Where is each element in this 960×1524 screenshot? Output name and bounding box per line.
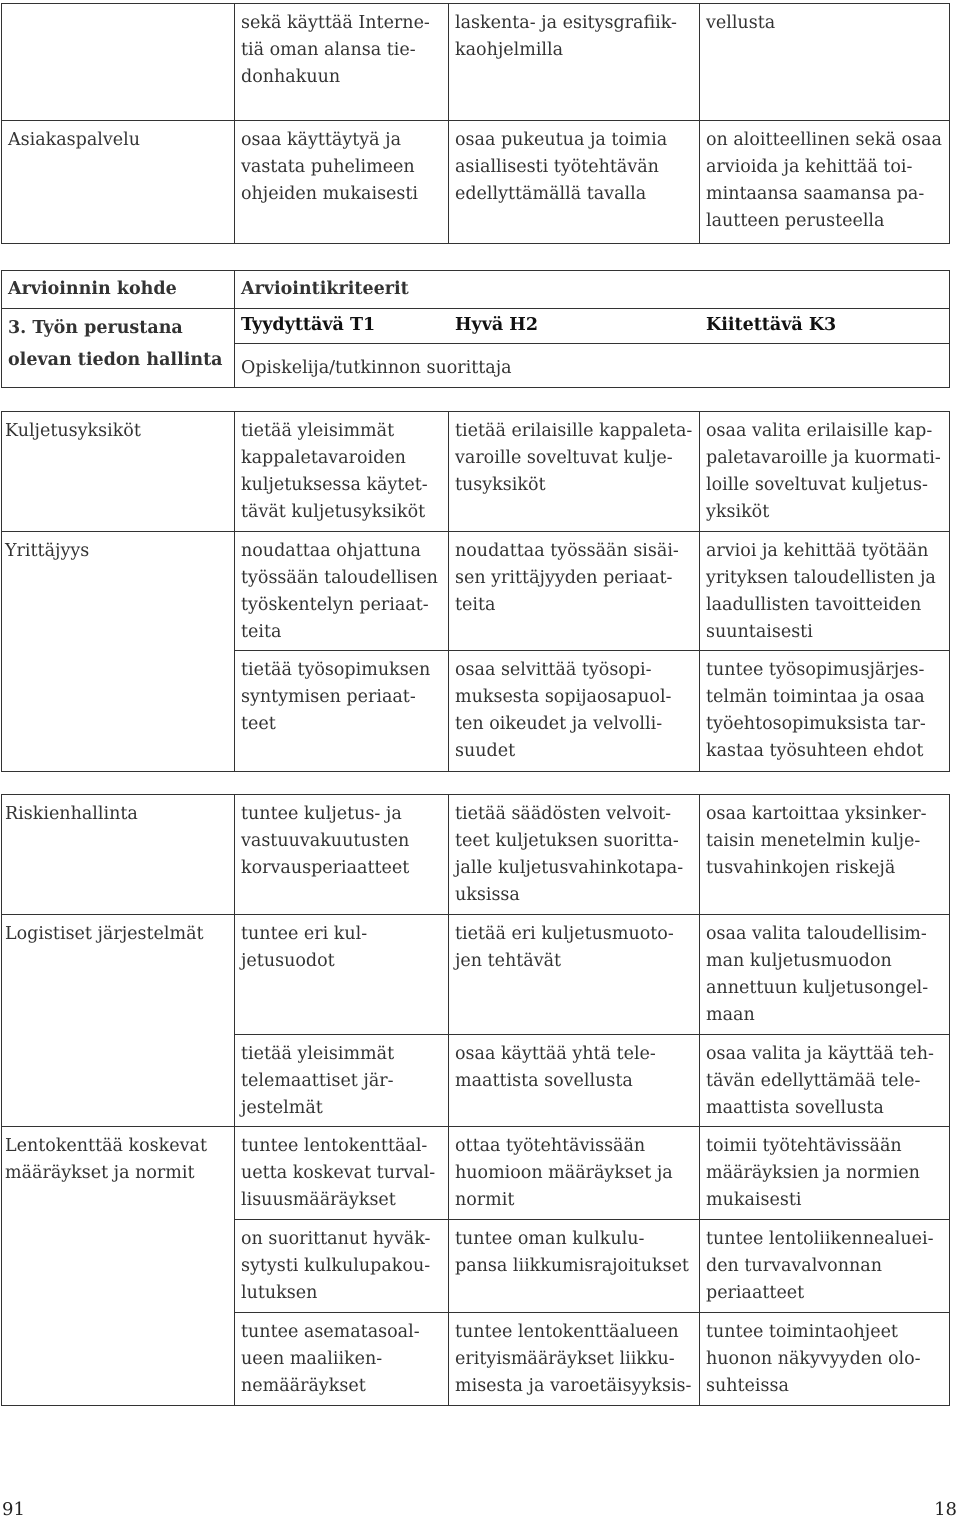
table-row bbox=[2, 412, 950, 532]
h2-cell bbox=[449, 412, 700, 532]
cell-text-line: lutuksen bbox=[241, 1283, 318, 1303]
cell-text-line: lautteen perusteella bbox=[706, 211, 885, 231]
grade-t1-label: Tyydyttävä T1 bbox=[241, 315, 376, 335]
cell-text-line: uetta koskevat turval- bbox=[241, 1163, 436, 1183]
cell-text-line: telmän toimintaa ja osaa bbox=[706, 687, 925, 707]
header-row bbox=[2, 271, 950, 309]
cell-text-line: suudet bbox=[455, 741, 516, 761]
cell-text-line: tuntee asematasoal- bbox=[241, 1322, 420, 1342]
cell-text-line: suuntaisesti bbox=[706, 622, 813, 642]
cell-text-line: kuljetuksessa käytet- bbox=[241, 475, 428, 495]
cell-text-line: vastata puhelimeen bbox=[241, 157, 415, 177]
cell-text-line: osaa valita erilaisille kap- bbox=[706, 421, 933, 441]
subject-cell bbox=[2, 121, 235, 244]
cell-text-line: maan bbox=[706, 1005, 755, 1025]
cell-text-line: laskenta- ja esitysgrafiik- bbox=[455, 13, 677, 33]
right-page-number: 18 bbox=[934, 1499, 957, 1520]
cell-text-line: tuntee lentoliikennealuei- bbox=[706, 1229, 934, 1249]
cell-text-line: noudattaa työssään sisäi- bbox=[455, 541, 679, 561]
cell-text-line: osaa kartoittaa yksinker- bbox=[706, 804, 927, 824]
criteria-table bbox=[1, 411, 950, 772]
cell-text-line: ten oikeudet ja velvolli- bbox=[455, 714, 663, 734]
cell-text-line: on aloitteellinen sekä osaa bbox=[706, 130, 942, 150]
k3-cell bbox=[700, 915, 950, 1035]
cell-text-line: tuntee lentokenttäalueen bbox=[455, 1322, 679, 1342]
subject-cell bbox=[2, 532, 235, 772]
cell-text-line: loille soveltuvat kuljetus- bbox=[706, 475, 928, 495]
cell-text-line: tuntee työsopimusjärjes- bbox=[706, 660, 925, 680]
cell-text-line: sen yrittäjyyden periaat- bbox=[455, 568, 673, 588]
column-title-subject-text: Arvioinnin kohde bbox=[8, 279, 177, 299]
cell-text-line: paletavaroille ja kuormati- bbox=[706, 448, 941, 468]
table-row bbox=[2, 4, 950, 121]
t1-cell bbox=[235, 532, 449, 651]
cell-text-line: osaa käyttää yhtä tele- bbox=[455, 1044, 656, 1064]
cell-text-line: suhteissa bbox=[706, 1376, 789, 1396]
cell-text-line: nemääräykset bbox=[241, 1376, 366, 1396]
cell-text-line: työehtosopimuksista tar- bbox=[706, 714, 926, 734]
grade-k3-label: Kiitettävä K3 bbox=[706, 315, 837, 335]
cell-text-line: tietää eri kuljetusmuoto- bbox=[455, 924, 674, 944]
cell-text-line: Logistiset järjestelmät bbox=[5, 924, 204, 944]
t1-cell bbox=[235, 1313, 449, 1406]
h2-cell bbox=[449, 1127, 700, 1220]
grade-h2-label: Hyvä H2 bbox=[455, 315, 539, 335]
t1-cell bbox=[235, 1127, 449, 1220]
cell-text-line: tuntee toimintaohjeet bbox=[706, 1322, 898, 1342]
cell-text-line: teet kuljetuksen suoritta- bbox=[455, 831, 679, 851]
cell-text-line: Asiakaspalvelu bbox=[8, 130, 141, 150]
cell-text-line: tuntee eri kul- bbox=[241, 924, 368, 944]
column-title-criteria-text: Arviointikriteerit bbox=[241, 279, 409, 299]
h2-cell bbox=[449, 651, 700, 772]
section-title-line1: 3. Työn perustana bbox=[8, 318, 183, 338]
cell-text-line: teita bbox=[241, 622, 282, 642]
cell-text-line: tietää työsopimuksen bbox=[241, 660, 431, 680]
cell-text-line: tuntee lentokenttäal- bbox=[241, 1136, 428, 1156]
h2-cell bbox=[449, 1035, 700, 1127]
k3-cell bbox=[700, 121, 950, 244]
cell-text-line: arvioi ja kehittää työtään bbox=[706, 541, 929, 561]
cell-text-line: kaohjelmilla bbox=[455, 40, 564, 60]
cell-text-line: määräykset ja normit bbox=[5, 1163, 195, 1183]
h2-cell bbox=[449, 1313, 700, 1406]
cell-text-line: mukaisesti bbox=[706, 1190, 802, 1210]
cell-text-line: työskentelyn periaat- bbox=[241, 595, 429, 615]
k3-cell bbox=[700, 1220, 950, 1313]
cell-text-line: Kuljetusyksiköt bbox=[5, 421, 141, 441]
subject-cell bbox=[2, 4, 235, 121]
cell-text-line: maattista sovellusta bbox=[706, 1098, 884, 1118]
subject-cell bbox=[2, 915, 235, 1127]
k3-cell bbox=[700, 651, 950, 772]
cell-text-line: osaa selvittää työsopi- bbox=[455, 660, 652, 680]
h2-cell bbox=[449, 915, 700, 1035]
t1-cell bbox=[235, 412, 449, 532]
t1-cell bbox=[235, 1220, 449, 1313]
k3-cell bbox=[700, 1313, 950, 1406]
cell-text-line: syntymisen periaat- bbox=[241, 687, 416, 707]
cell-text-line: huomioon määräykset ja bbox=[455, 1163, 673, 1183]
cell-text-line: jetusuodot bbox=[241, 951, 335, 971]
cell-text-line: tiä oman alansa tie- bbox=[241, 40, 416, 60]
cell-text-line: sytysti kulkulupakou- bbox=[241, 1256, 431, 1276]
section-title-line2: olevan tiedon hallinta bbox=[8, 350, 223, 370]
cell-text-line: tusvahinkojen riskejä bbox=[706, 858, 896, 878]
cell-text-line: ueen maaliiken- bbox=[241, 1349, 383, 1369]
cell-text-line: lisuusmääräykset bbox=[241, 1190, 396, 1210]
top-continuation-table bbox=[1, 3, 950, 244]
cell-text-line: huonon näkyvyyden olo- bbox=[706, 1349, 921, 1369]
k3-cell bbox=[700, 4, 950, 121]
cell-text-line: sekä käyttää Interne- bbox=[241, 13, 430, 33]
cell-text-line: muksesta sopijaosapuol- bbox=[455, 687, 672, 707]
table-row bbox=[2, 795, 950, 915]
column-title-criteria bbox=[235, 271, 950, 309]
subheading: Opiskelija/tutkinnon suorittaja bbox=[241, 358, 512, 378]
cell-text-line: Lentokenttää koskevat bbox=[5, 1136, 207, 1156]
cell-text-line: man kuljetusmuodon bbox=[706, 951, 892, 971]
cell-text-line: osaa valita taloudellisim- bbox=[706, 924, 927, 944]
cell-text-line: donhakuun bbox=[241, 67, 341, 87]
cell-text-line: varoille soveltuvat kulje- bbox=[455, 448, 673, 468]
cell-text-line: tietää yleisimmät bbox=[241, 421, 395, 441]
cell-text-line: tävät kuljetusyksiköt bbox=[241, 502, 426, 522]
h2-cell bbox=[449, 532, 700, 651]
table-row bbox=[2, 121, 950, 244]
cell-text-line: asiallisesti työtehtävän bbox=[455, 157, 659, 177]
cell-text-line: arvioida ja kehittää toi- bbox=[706, 157, 913, 177]
cell-text-line: teet bbox=[241, 714, 276, 734]
table-row bbox=[2, 1127, 950, 1220]
cell-text-line: pansa liikkumisrajoitukset bbox=[455, 1256, 689, 1276]
subject-cell bbox=[2, 795, 235, 915]
cell-text-line: vastuuvakuutusten bbox=[241, 831, 410, 851]
t1-cell bbox=[235, 1035, 449, 1127]
cell-text-line: osaa käyttäytyä ja bbox=[241, 130, 402, 150]
cell-text-line: tusyksiköt bbox=[455, 475, 546, 495]
table-row bbox=[2, 915, 950, 1035]
cell-text-line: työssään taloudellisen bbox=[241, 568, 438, 588]
cell-text-line: yksiköt bbox=[706, 502, 770, 522]
t1-cell bbox=[235, 651, 449, 772]
cell-text-line: vellusta bbox=[706, 13, 776, 33]
cell-text-line: den turvavalvonnan bbox=[706, 1256, 882, 1276]
cell-text-line: Riskienhallinta bbox=[5, 804, 138, 824]
section-header-row bbox=[2, 309, 950, 388]
k3-cell bbox=[700, 532, 950, 651]
cell-text-line: osaa valita ja käyttää teh- bbox=[706, 1044, 934, 1064]
cell-text-line: misesta ja varoetäisyyksis- bbox=[455, 1376, 692, 1396]
h2-cell bbox=[449, 1220, 700, 1313]
cell-text-line: normit bbox=[455, 1190, 515, 1210]
k3-cell bbox=[700, 1127, 950, 1220]
cell-text-line: jen tehtävät bbox=[455, 951, 562, 971]
k3-cell bbox=[700, 1035, 950, 1127]
h2-cell bbox=[449, 4, 700, 121]
column-title-subject bbox=[2, 271, 235, 309]
cell-text-line: jestelmät bbox=[241, 1098, 323, 1118]
cell-text-line: korvausperiaatteet bbox=[241, 858, 410, 878]
cell-text-line: laadullisten tavoitteiden bbox=[706, 595, 922, 615]
criteria-table-2 bbox=[1, 794, 950, 1406]
t1-cell bbox=[235, 121, 449, 244]
cell-text-line: kastaa työsuhteen ehdot bbox=[706, 741, 924, 761]
cell-text-line: maattista sovellusta bbox=[455, 1071, 633, 1091]
cell-text-line: yrityksen taloudellisten ja bbox=[706, 568, 936, 588]
cell-text-line: kappaletavaroiden bbox=[241, 448, 406, 468]
cell-text-line: noudattaa ohjattuna bbox=[241, 541, 421, 561]
section-title bbox=[2, 309, 235, 388]
cell-text-line: jalle kuljetusvahinkotapa- bbox=[455, 858, 684, 878]
cell-text-line: on suorittanut hyväk- bbox=[241, 1229, 431, 1249]
cell-text-line: Yrittäjyys bbox=[5, 541, 90, 561]
cell-text-line: ottaa työtehtävissään bbox=[455, 1136, 646, 1156]
cell-text-line: toimii työtehtävissään bbox=[706, 1136, 902, 1156]
cell-text-line: uksissa bbox=[455, 885, 520, 905]
cell-text-line: määräyksien ja normien bbox=[706, 1163, 920, 1183]
t1-cell bbox=[235, 4, 449, 121]
cell-text-line: tietää säädösten velvoit- bbox=[455, 804, 672, 824]
assessment-table bbox=[1, 270, 950, 388]
cell-text-line: annettuun kuljetusongel- bbox=[706, 978, 929, 998]
cell-text-line: teita bbox=[455, 595, 496, 615]
subheading-divider bbox=[235, 343, 949, 344]
cell-text-line: ohjeiden mukaisesti bbox=[241, 184, 419, 204]
cell-text-line: erityismääräykset liikku- bbox=[455, 1349, 675, 1369]
t1-cell bbox=[235, 795, 449, 915]
cell-text-line: osaa pukeutua ja toimia bbox=[455, 130, 668, 150]
k3-cell bbox=[700, 795, 950, 915]
cell-text-line: tuntee kuljetus- ja bbox=[241, 804, 402, 824]
t1-cell bbox=[235, 915, 449, 1035]
grade-levels bbox=[235, 309, 950, 388]
subject-cell bbox=[2, 412, 235, 532]
cell-text-line: edellyttämällä tavalla bbox=[455, 184, 647, 204]
cell-text-line: mintaansa saamansa pa- bbox=[706, 184, 925, 204]
cell-text-line: tietää yleisimmät bbox=[241, 1044, 395, 1064]
h2-cell bbox=[449, 795, 700, 915]
left-page-number: 91 bbox=[2, 1499, 25, 1520]
cell-text-line: telemaattiset jär- bbox=[241, 1071, 394, 1091]
h2-cell bbox=[449, 121, 700, 244]
cell-text-line: tuntee oman kulkulu- bbox=[455, 1229, 645, 1249]
table-row bbox=[2, 532, 950, 651]
k3-cell bbox=[700, 412, 950, 532]
cell-text-line: periaatteet bbox=[706, 1283, 805, 1303]
cell-text-line: tietää erilaisille kappaleta- bbox=[455, 421, 693, 441]
cell-text-line: taisin menetelmin kulje- bbox=[706, 831, 921, 851]
subject-cell bbox=[2, 1127, 235, 1406]
cell-text-line: tävän edellyttämää tele- bbox=[706, 1071, 921, 1091]
